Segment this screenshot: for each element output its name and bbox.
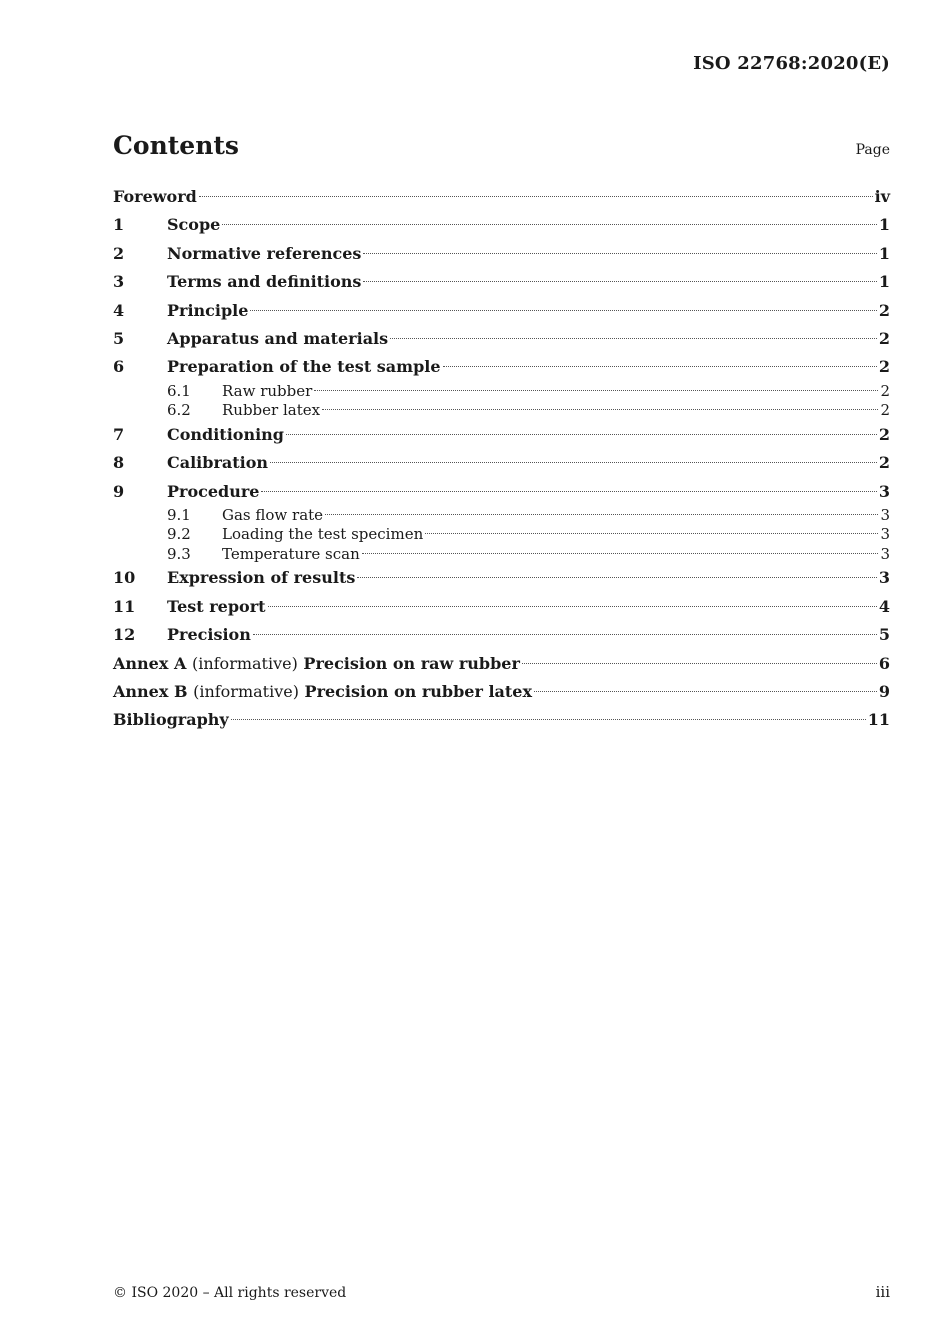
toc-entry-annex-b[interactable] bbox=[113, 678, 890, 706]
toc-entry-clause-11[interactable] bbox=[113, 593, 890, 621]
subclause-number: 9.2 bbox=[167, 525, 191, 544]
clause-number: 2 bbox=[113, 243, 125, 263]
toc-entry-title: Bibliography bbox=[113, 710, 229, 730]
toc-entry-clause-4[interactable] bbox=[113, 297, 890, 325]
toc-entry-title: Temperature scan bbox=[222, 544, 360, 563]
copyright-notice: © ISO 2020 – All rights reserved bbox=[113, 1285, 347, 1301]
clause-number: 8 bbox=[113, 453, 125, 473]
toc-entry-page: 5 bbox=[878, 625, 890, 645]
toc-entry-title: Precision on raw rubber bbox=[303, 653, 520, 673]
toc-entry-page: 2 bbox=[880, 401, 890, 420]
page-column-label: Page bbox=[855, 142, 890, 158]
toc-entry-title: Foreword bbox=[113, 187, 197, 206]
dot-leader bbox=[314, 390, 878, 391]
toc-subentry-9-3[interactable] bbox=[113, 545, 890, 565]
dot-leader bbox=[443, 366, 877, 367]
dot-leader bbox=[286, 434, 877, 435]
dot-leader bbox=[362, 553, 879, 554]
clause-number: 10 bbox=[113, 568, 136, 588]
toc-entry-page: 2 bbox=[878, 424, 890, 444]
dot-leader bbox=[425, 533, 878, 534]
clause-number: 3 bbox=[113, 272, 125, 292]
toc-entry-page: 1 bbox=[878, 272, 890, 292]
toc-entry-title: Normative references bbox=[167, 243, 362, 263]
toc-entry-title: Rubber latex bbox=[222, 401, 321, 420]
dot-leader bbox=[261, 491, 876, 492]
dot-leader bbox=[325, 514, 878, 515]
toc-entry-clause-8[interactable] bbox=[113, 449, 890, 477]
clause-number: 6 bbox=[113, 357, 125, 377]
toc-entry-title: Scope bbox=[167, 215, 221, 235]
dot-leader bbox=[270, 462, 877, 463]
toc-entry-title: Raw rubber bbox=[222, 381, 313, 400]
toc-entry-page: 2 bbox=[878, 300, 890, 320]
toc-entry-clause-12[interactable] bbox=[113, 621, 890, 649]
clause-number: 11 bbox=[113, 596, 136, 616]
dot-leader bbox=[231, 719, 866, 720]
toc-entry-title: Precision on rubber latex bbox=[304, 681, 532, 701]
dot-leader bbox=[268, 606, 877, 607]
toc-entry-title: Test report bbox=[167, 596, 266, 616]
clause-number: 4 bbox=[113, 300, 125, 320]
toc-entry-title: Preparation of the test sample bbox=[167, 357, 441, 377]
subclause-number: 6.2 bbox=[167, 401, 191, 420]
dot-leader bbox=[363, 281, 876, 282]
clause-number: 9 bbox=[113, 481, 125, 501]
toc-entry-bibliography[interactable] bbox=[113, 706, 890, 734]
table-of-contents bbox=[113, 183, 890, 735]
toc-entry-page: iv bbox=[874, 187, 890, 206]
toc-entry-clause-2[interactable] bbox=[113, 240, 890, 268]
toc-entry-page: 3 bbox=[880, 544, 890, 563]
toc-entry-title: Calibration bbox=[167, 453, 269, 473]
dot-leader bbox=[250, 310, 876, 311]
annex-label: Annex B bbox=[113, 681, 188, 701]
toc-entry-page: 11 bbox=[867, 710, 890, 730]
annex-type: (informative) bbox=[191, 653, 298, 673]
toc-entry-title: Conditioning bbox=[167, 424, 284, 444]
toc-entry-title: Expression of results bbox=[167, 568, 356, 588]
toc-entry-annex-a[interactable] bbox=[113, 650, 890, 678]
toc-subentry-9-2[interactable] bbox=[113, 525, 890, 545]
toc-entry-title: Loading the test specimen bbox=[222, 525, 424, 544]
toc-entry-clause-9[interactable] bbox=[113, 478, 890, 506]
toc-entry-page: 2 bbox=[878, 453, 890, 473]
toc-entry-page: 3 bbox=[880, 505, 890, 524]
dot-leader bbox=[363, 253, 876, 254]
toc-entry-page: 2 bbox=[880, 381, 890, 400]
clause-number: 12 bbox=[113, 625, 136, 645]
dot-leader bbox=[253, 634, 877, 635]
dot-leader bbox=[522, 663, 877, 664]
document-code: ISO 22768:2020(E) bbox=[693, 53, 890, 74]
toc-entry-page: 2 bbox=[878, 328, 890, 348]
toc-entry-page: 4 bbox=[878, 596, 890, 616]
dot-leader bbox=[199, 196, 873, 197]
toc-entry-page: 1 bbox=[878, 215, 890, 235]
dot-leader bbox=[390, 338, 877, 339]
toc-entry-page: 1 bbox=[878, 243, 890, 263]
subclause-number: 9.1 bbox=[167, 505, 191, 524]
toc-subentry-9-1[interactable] bbox=[113, 506, 890, 526]
subclause-number: 6.1 bbox=[167, 381, 191, 400]
annex-type: (informative) bbox=[193, 681, 299, 701]
toc-entry-clause-10[interactable] bbox=[113, 564, 890, 592]
toc-entry-clause-5[interactable] bbox=[113, 325, 890, 353]
toc-entry-page: 9 bbox=[878, 681, 890, 701]
toc-entry-title: Principle bbox=[167, 300, 249, 320]
toc-entry-page: 6 bbox=[878, 653, 890, 673]
dot-leader bbox=[357, 577, 877, 578]
toc-entry-page: 3 bbox=[878, 481, 890, 501]
subclause-number: 9.3 bbox=[167, 544, 191, 563]
clause-number: 5 bbox=[113, 328, 125, 348]
annex-label: Annex A bbox=[113, 653, 187, 673]
toc-entry-page: 3 bbox=[880, 525, 890, 544]
dot-leader bbox=[222, 224, 877, 225]
toc-entry-title: Gas flow rate bbox=[222, 505, 324, 524]
toc-entry-clause-1[interactable] bbox=[113, 211, 890, 239]
dot-leader bbox=[322, 409, 878, 410]
toc-entry-clause-6[interactable] bbox=[113, 353, 890, 381]
toc-entry-clause-3[interactable] bbox=[113, 268, 890, 296]
page-number: iii bbox=[875, 1283, 890, 1301]
toc-entry-title: Terms and definitions bbox=[167, 272, 362, 292]
toc-entry-title: Precision bbox=[167, 625, 251, 645]
toc-subentry-6-2[interactable] bbox=[113, 401, 890, 421]
toc-subentry-6-1[interactable] bbox=[113, 382, 890, 402]
clause-number: 7 bbox=[113, 424, 125, 444]
toc-entry-title: Procedure bbox=[167, 481, 260, 501]
clause-number: 1 bbox=[113, 215, 125, 235]
toc-entry-foreword[interactable] bbox=[113, 183, 890, 211]
toc-entry-page: 2 bbox=[878, 357, 890, 377]
toc-entry-title: Apparatus and materials bbox=[167, 328, 389, 348]
toc-entry-clause-7[interactable] bbox=[113, 421, 890, 449]
toc-entry-page: 3 bbox=[878, 568, 890, 588]
contents-title: Contents bbox=[113, 131, 240, 160]
dot-leader bbox=[534, 691, 877, 692]
